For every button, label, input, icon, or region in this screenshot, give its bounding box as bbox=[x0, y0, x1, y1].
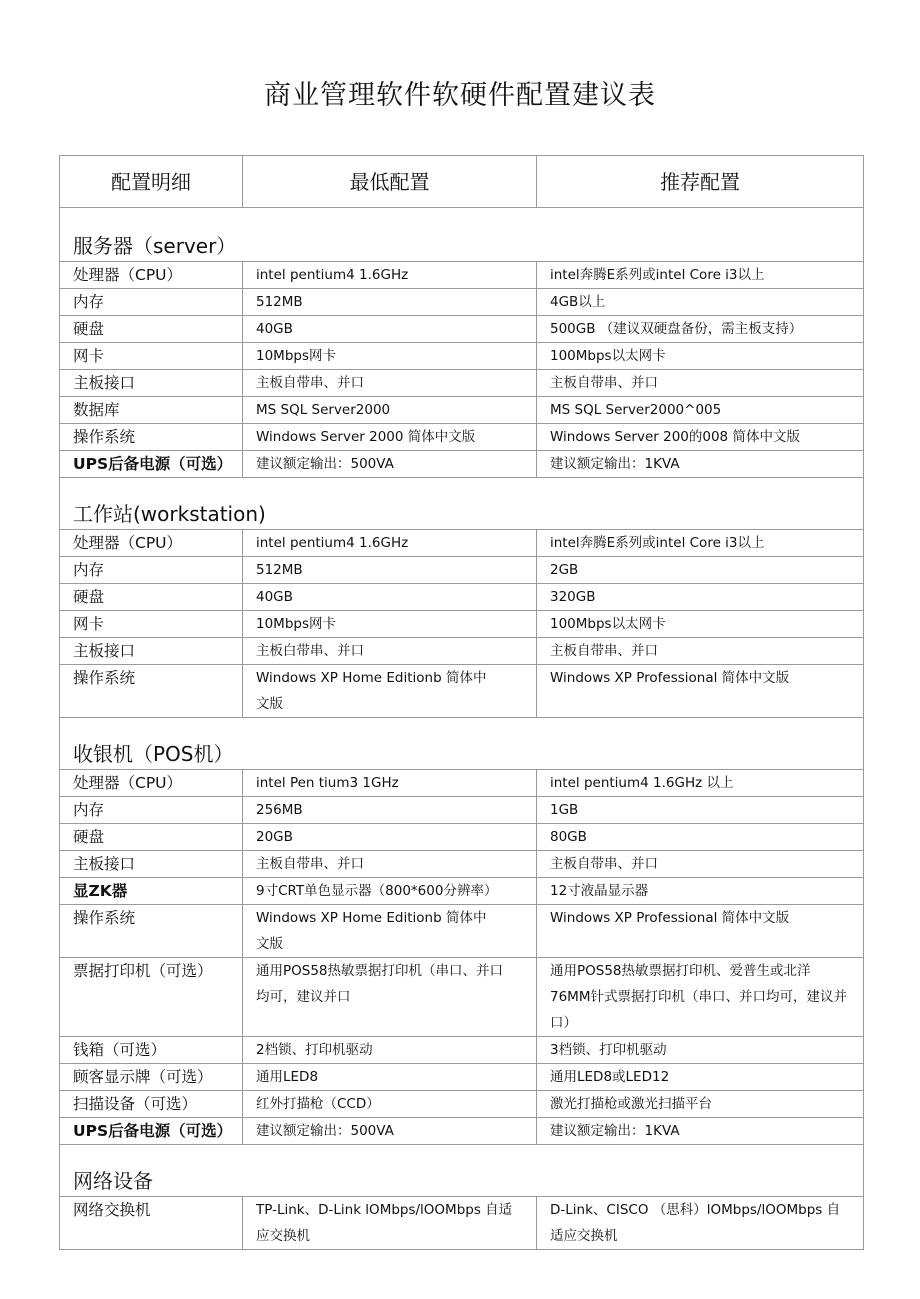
row-label: UPS后备电源（可选） bbox=[60, 451, 243, 478]
table-row bbox=[60, 370, 864, 397]
row-minimum: 建议额定输出：500VA bbox=[243, 1118, 537, 1145]
row-recommended: intel奔腾E系列或intel Core i3以上 bbox=[537, 262, 864, 289]
row-minimum: intel pentium4 1.6GHz bbox=[243, 262, 537, 289]
row-minimum: Windows XP Home Editionb 简体中文版 bbox=[243, 905, 537, 958]
row-label: 处理器（CPU） bbox=[60, 530, 243, 557]
table-row bbox=[60, 1064, 864, 1091]
row-label: 硬盘 bbox=[60, 584, 243, 611]
row-label: 处理器（CPU） bbox=[60, 262, 243, 289]
row-minimum: 主板白带串、并口 bbox=[243, 638, 537, 665]
table-row bbox=[60, 557, 864, 584]
table-row bbox=[60, 878, 864, 905]
row-minimum: MS SQL Server2000 bbox=[243, 397, 537, 424]
row-recommended: 激光打描枪或激光扫描平台 bbox=[537, 1091, 864, 1118]
table-row bbox=[60, 665, 864, 718]
row-minimum: Windows XP Home Editionb 简体中文版 bbox=[243, 665, 537, 718]
row-recommended: 4GB以上 bbox=[537, 289, 864, 316]
row-label: 硬盘 bbox=[60, 316, 243, 343]
row-label: 网卡 bbox=[60, 611, 243, 638]
table-row bbox=[60, 451, 864, 478]
row-minimum: 512MB bbox=[243, 557, 537, 584]
section-workstation bbox=[60, 478, 864, 530]
row-minimum: Windows Server 2000 简体中文版 bbox=[243, 424, 537, 451]
row-minimum: 主板自带串、并口 bbox=[243, 370, 537, 397]
table-row bbox=[60, 824, 864, 851]
row-recommended: Windows XP Professional 简体中文版 bbox=[537, 665, 864, 718]
row-minimum: 建议额定输出：500VA bbox=[243, 451, 537, 478]
row-label: 扫描设备（可选） bbox=[60, 1091, 243, 1118]
section-network bbox=[60, 1145, 864, 1197]
section-title: 工作站(workstation) bbox=[60, 478, 864, 530]
table-row bbox=[60, 1037, 864, 1064]
row-label: 主板接口 bbox=[60, 638, 243, 665]
section-pos bbox=[60, 718, 864, 770]
table-row bbox=[60, 1118, 864, 1145]
row-label: 顾客显示牌（可选） bbox=[60, 1064, 243, 1091]
row-minimum: 10Mbps网卡 bbox=[243, 611, 537, 638]
table-row bbox=[60, 905, 864, 958]
row-label: 内存 bbox=[60, 797, 243, 824]
row-recommended: D-Link、CISCO （思科）lOMbps/lOOMbps 自适应交换机 bbox=[537, 1197, 864, 1250]
row-minimum: TP-Link、D-Link lOMbps/lOOMbps 自适应交换机 bbox=[243, 1197, 537, 1250]
row-recommended: intel奔腾E系列或intel Core i3以上 bbox=[537, 530, 864, 557]
table-row bbox=[60, 424, 864, 451]
row-label: 硬盘 bbox=[60, 824, 243, 851]
table-row bbox=[60, 611, 864, 638]
row-recommended: MS SQL Server2000^005 bbox=[537, 397, 864, 424]
row-recommended: 500GB （建议双硬盘备份，需主板支持） bbox=[537, 316, 864, 343]
row-label: 主板接口 bbox=[60, 851, 243, 878]
row-recommended: 通用LED8或LED12 bbox=[537, 1064, 864, 1091]
table-row bbox=[60, 1197, 864, 1250]
row-label: 数据库 bbox=[60, 397, 243, 424]
row-label: 操作系统 bbox=[60, 905, 243, 958]
table-row bbox=[60, 797, 864, 824]
table-row bbox=[60, 343, 864, 370]
row-recommended: 12寸液晶显示器 bbox=[537, 878, 864, 905]
table-row bbox=[60, 262, 864, 289]
row-recommended: 100Mbps以太网卡 bbox=[537, 611, 864, 638]
section-title: 网络设备 bbox=[60, 1145, 864, 1197]
row-recommended: 3档锁、打印机驱动 bbox=[537, 1037, 864, 1064]
row-recommended: 100Mbps以太网卡 bbox=[537, 343, 864, 370]
row-label: 操作系统 bbox=[60, 665, 243, 718]
row-minimum: intel Pen tium3 1GHz bbox=[243, 770, 537, 797]
config-table bbox=[59, 155, 864, 1250]
table-row bbox=[60, 316, 864, 343]
row-recommended: Windows Server 200的008 简体中文版 bbox=[537, 424, 864, 451]
row-minimum: 256MB bbox=[243, 797, 537, 824]
header-config-detail: 配置明细 bbox=[60, 156, 243, 208]
header-minimum-config: 最低配置 bbox=[243, 156, 537, 208]
table-row bbox=[60, 397, 864, 424]
section-title: 服务器（server） bbox=[60, 208, 864, 262]
row-label: 网卡 bbox=[60, 343, 243, 370]
table-row bbox=[60, 289, 864, 316]
row-recommended: 建议额定输出：1KVA bbox=[537, 1118, 864, 1145]
row-label: 内存 bbox=[60, 557, 243, 584]
row-minimum: 512MB bbox=[243, 289, 537, 316]
row-recommended: 80GB bbox=[537, 824, 864, 851]
row-recommended: 320GB bbox=[537, 584, 864, 611]
row-minimum: 9寸CRT单色显示器（800*600分辨率） bbox=[243, 878, 537, 905]
table-row bbox=[60, 851, 864, 878]
row-label: 操作系统 bbox=[60, 424, 243, 451]
section-server bbox=[60, 208, 864, 262]
row-minimum: 40GB bbox=[243, 584, 537, 611]
row-recommended: 通用POS58热敏票据打印机、爱普生或北洋76MM针式票据打印机（串口、并口均可，建议并口） bbox=[537, 958, 864, 1037]
row-label: 内存 bbox=[60, 289, 243, 316]
row-recommended: 主板自带串、并口 bbox=[537, 638, 864, 665]
table-row bbox=[60, 638, 864, 665]
row-label: 票据打印机（可选） bbox=[60, 958, 243, 1037]
row-recommended: 主板自带串、并口 bbox=[537, 851, 864, 878]
row-label: UPS后备电源（可选） bbox=[60, 1118, 243, 1145]
header-recommended-config: 推荐配置 bbox=[537, 156, 864, 208]
table-row bbox=[60, 530, 864, 557]
row-recommended: Windows XP Professional 简体中文版 bbox=[537, 905, 864, 958]
row-label: 网络交换机 bbox=[60, 1197, 243, 1250]
row-label: 处理器（CPU） bbox=[60, 770, 243, 797]
row-label: 显ZK器 bbox=[60, 878, 243, 905]
table-row bbox=[60, 584, 864, 611]
row-recommended: 1GB bbox=[537, 797, 864, 824]
row-minimum: 红外打描枪（CCD） bbox=[243, 1091, 537, 1118]
table-row bbox=[60, 958, 864, 1037]
row-minimum: 10Mbps网卡 bbox=[243, 343, 537, 370]
row-minimum: 40GB bbox=[243, 316, 537, 343]
row-minimum: 通用POS58热敏票据打印机（串口、并口均可，建议并口 bbox=[243, 958, 537, 1037]
section-title: 收银机（POS机） bbox=[60, 718, 864, 770]
row-minimum: intel pentium4 1.6GHz bbox=[243, 530, 537, 557]
row-recommended: 2GB bbox=[537, 557, 864, 584]
table-header-row bbox=[60, 156, 864, 208]
row-label: 主板接口 bbox=[60, 370, 243, 397]
table-row bbox=[60, 1091, 864, 1118]
row-minimum: 2档锁、打印机驱动 bbox=[243, 1037, 537, 1064]
row-recommended: 建议额定输出：1KVA bbox=[537, 451, 864, 478]
row-minimum: 通用LED8 bbox=[243, 1064, 537, 1091]
row-recommended: 主板自带串、并口 bbox=[537, 370, 864, 397]
row-recommended: intel pentium4 1.6GHz 以上 bbox=[537, 770, 864, 797]
row-minimum: 20GB bbox=[243, 824, 537, 851]
document-title: 商业管理软件软硬件配置建议表 bbox=[264, 80, 656, 111]
table-row bbox=[60, 770, 864, 797]
row-minimum: 主板自带串、并口 bbox=[243, 851, 537, 878]
row-label: 钱箱（可选） bbox=[60, 1037, 243, 1064]
